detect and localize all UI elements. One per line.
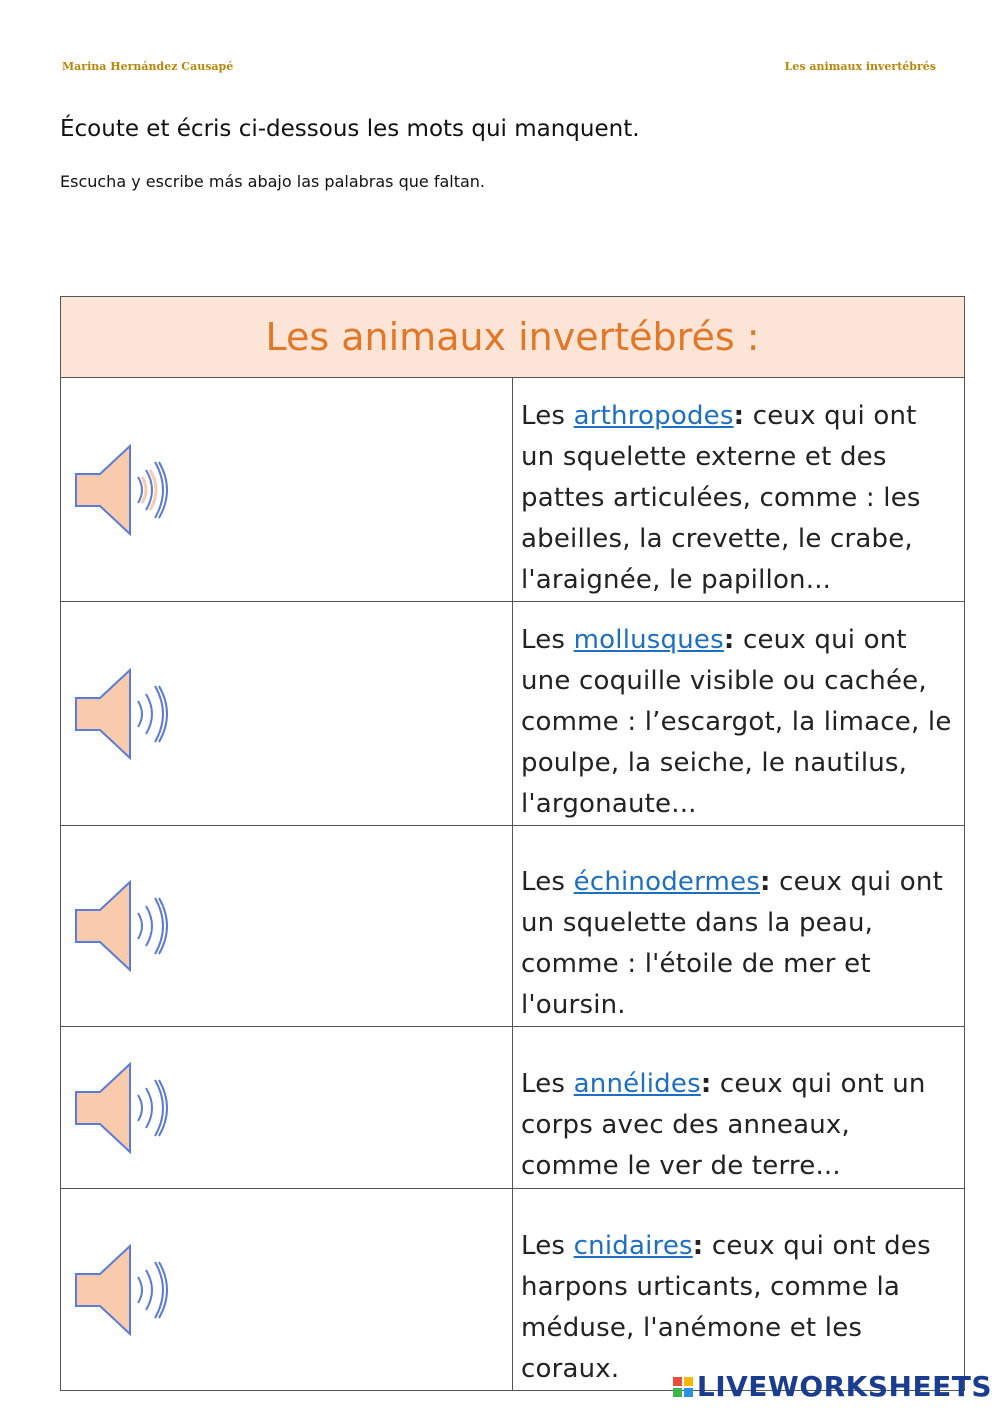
instruction-spanish: Escucha y escribe más abajo las palabras que faltan. (60, 172, 486, 191)
definition-text: Les échinodermes: ceux qui ont un squelette dans la peau, comme : l'étoile de mer et l'oursin. (513, 826, 965, 1027)
instruction-french: Écoute et écris ci-dessous les mots qui manquent. (60, 116, 640, 142)
table-row (61, 1027, 965, 1189)
brand-name: LIVEWORKSHEETS (696, 1370, 992, 1403)
keyword-link[interactable]: échinodermes (573, 867, 761, 897)
speaker-icon[interactable] (74, 880, 184, 972)
audio-cell (61, 378, 513, 602)
audio-cell (61, 602, 513, 826)
vocabulary-table (60, 296, 965, 1391)
audio-cell (61, 826, 513, 1027)
definition-text: Les arthropodes: ceux qui ont un squelette externe et des pattes articulées, comme : les abeilles, la crevette, le crabe, l'araignée, le papillon... (513, 378, 965, 602)
table-row (61, 826, 965, 1027)
table-title-cell (61, 297, 965, 378)
audio-cell (61, 1027, 513, 1189)
brand-logo-icon (673, 1377, 693, 1397)
speaker-icon[interactable] (74, 668, 184, 760)
worksheet-topic: Les animaux invertébrés (784, 60, 936, 73)
definition-text: Les mollusques: ceux qui ont une coquille visible ou cachée, comme : l’escargot, la limace, le poulpe, la seiche, le nautilus, l'argonaute... (513, 602, 965, 826)
definition-text: Les annélides: ceux qui ont un corps avec des anneaux, comme le ver de terre... (513, 1027, 965, 1189)
speaker-icon[interactable] (74, 1244, 184, 1336)
speaker-icon[interactable] (74, 1062, 184, 1154)
audio-cell (61, 1189, 513, 1391)
brand-watermark (673, 1370, 992, 1403)
definition-text: Les cnidaires: ceux qui ont des harpons urticants, comme la méduse, l'anémone et les coraux. (513, 1189, 965, 1391)
table-row (61, 602, 965, 826)
keyword-link[interactable]: mollusques (573, 625, 724, 655)
table-row (61, 378, 965, 602)
speaker-icon[interactable] (74, 444, 184, 536)
table-row (61, 1189, 965, 1391)
keyword-link[interactable]: cnidaires (573, 1231, 693, 1261)
keyword-link[interactable]: annélides (573, 1069, 701, 1099)
keyword-link[interactable]: arthropodes (573, 401, 734, 431)
author-name: Marina Hernández Causapé (62, 60, 234, 73)
table-title: Les animaux invertébrés : (265, 315, 760, 359)
